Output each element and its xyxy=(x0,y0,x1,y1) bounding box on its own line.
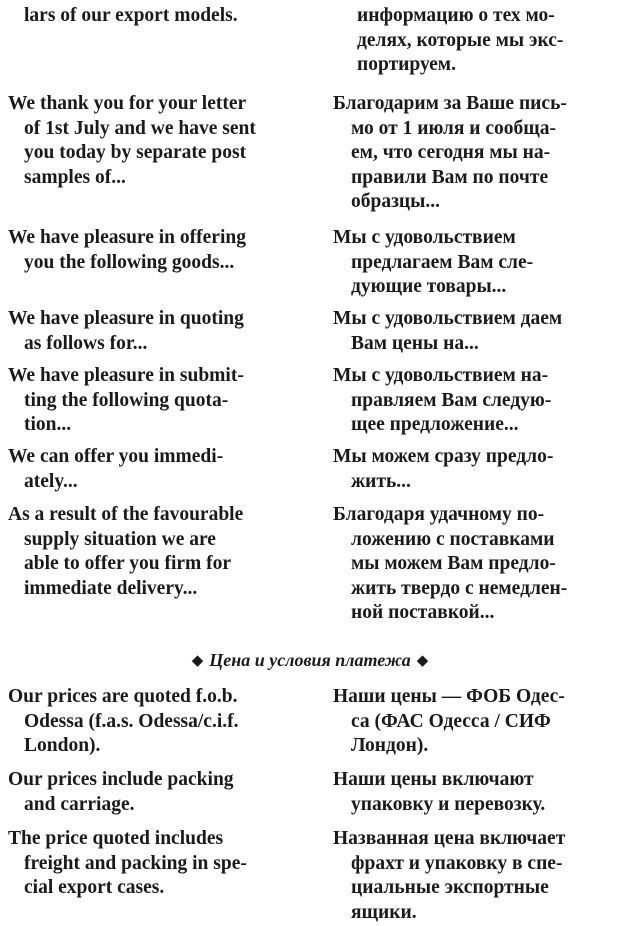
phrase-line: Our prices include packing xyxy=(8,769,234,790)
phrase-line: ящики. xyxy=(351,901,417,923)
english-phrase xyxy=(8,364,244,438)
phrase-line: образцы... xyxy=(351,191,441,212)
phrase-line: ately... xyxy=(24,470,78,492)
phrase-line: Мы с удовольствием даем xyxy=(333,308,563,329)
russian-translation xyxy=(333,768,545,817)
phrase-line: щее предложение... xyxy=(351,414,519,435)
section-heading xyxy=(0,648,620,673)
phrase-line: of 1st July and we have sent xyxy=(24,117,256,139)
phrase-line: We can offer you immedi- xyxy=(8,446,224,467)
english-phrase xyxy=(8,827,247,901)
phrase-line: We have pleasure in offering xyxy=(8,227,246,248)
phrase-line: жить твердо с немедлен- xyxy=(351,577,568,599)
english-phrase xyxy=(8,445,223,494)
phrase-line: дующие товары... xyxy=(351,276,507,297)
phrase-line: циальные экспортные xyxy=(351,877,549,898)
russian-translation xyxy=(333,503,567,626)
phrase-line: and carriage. xyxy=(24,793,135,815)
phrase-line: The price quoted includes xyxy=(8,828,224,849)
phrase-line: информацию о тех мо- xyxy=(357,5,555,26)
phrase-line: lars of our export models. xyxy=(24,5,238,26)
phrase-line: мо от 1 июля и сообща- xyxy=(351,117,556,139)
phrase-line: Наши цены включают xyxy=(333,769,534,790)
english-phrase xyxy=(8,768,234,817)
phrase-line: freight and packing in spe- xyxy=(24,852,247,874)
phrase-line: Вам цены на... xyxy=(351,332,479,354)
phrase-line: Названная цена включает xyxy=(333,828,566,849)
phrase-line: ting the following quota- xyxy=(24,389,229,411)
phrase-line: We thank you for your letter xyxy=(8,93,247,114)
russian-translation xyxy=(333,445,553,494)
phrase-line: supply situation we are xyxy=(24,528,216,550)
phrase-line: правляем Вам следую- xyxy=(351,389,552,411)
phrase-line: as follows for... xyxy=(24,332,148,354)
phrase-line: samples of... xyxy=(24,166,126,188)
russian-translation xyxy=(333,226,533,300)
phrase-line: делях, которые мы экс- xyxy=(357,29,564,51)
phrase-line: ем, что сегодня мы на- xyxy=(351,142,551,163)
phrase-line: портируем. xyxy=(357,54,456,75)
phrase-line: ной поставкой... xyxy=(351,602,495,623)
phrase-line: We have pleasure in quoting xyxy=(8,308,244,329)
phrase-line: правили Вам по почте xyxy=(351,166,549,188)
phrase-line: жить... xyxy=(351,470,411,492)
phrase-line: са (ФАС Одесса / СИФ xyxy=(351,710,551,732)
phrase-line: Мы можем сразу предло- xyxy=(333,446,554,467)
phrase-line: you the following goods... xyxy=(24,251,235,273)
phrase-line: ложению с поставками xyxy=(351,528,555,550)
russian-translation xyxy=(333,92,567,215)
phrase-line: Мы с удовольствием xyxy=(333,227,516,248)
russian-translation xyxy=(333,307,562,356)
phrase-line: As a result of the favourable xyxy=(8,504,244,525)
english-phrase xyxy=(24,4,238,29)
phrase-line: Благодарим за Ваше пись- xyxy=(333,93,567,114)
phrase-line: London). xyxy=(24,735,101,756)
phrase-line: предлагаем Вам сле- xyxy=(351,251,534,273)
phrase-line: Наши цены — ФОБ Одес- xyxy=(333,686,565,707)
phrase-line: Odessa (f.a.s. Odessa/c.i.f. xyxy=(24,710,239,732)
english-phrase xyxy=(8,92,256,190)
phrase-line: tion... xyxy=(24,414,72,435)
english-phrase xyxy=(8,307,244,356)
phrase-line: Мы с удовольствием на- xyxy=(333,365,549,386)
russian-translation xyxy=(357,4,563,78)
phrase-line: you today by separate post xyxy=(24,142,247,163)
phrase-line: Лондон). xyxy=(351,735,429,756)
phrase-line: мы можем Вам предло- xyxy=(351,553,556,574)
phrase-line: Благодаря удачному по- xyxy=(333,504,545,525)
english-phrase xyxy=(8,685,239,759)
phrase-line: immediate delivery... xyxy=(24,577,198,599)
russian-translation xyxy=(333,685,565,759)
phrase-line: We have pleasure in submit- xyxy=(8,365,244,386)
section-title: Цена и условия платежа xyxy=(209,650,411,670)
phrase-line: упаковку и перевозку. xyxy=(351,793,546,815)
english-phrase xyxy=(8,503,243,601)
diamond-icon: ◆ xyxy=(191,653,204,669)
russian-translation xyxy=(333,827,565,925)
russian-translation xyxy=(333,364,551,438)
phrase-line: Our prices are quoted f.o.b. xyxy=(8,686,238,707)
english-phrase xyxy=(8,226,246,275)
phrase-line: cial export cases. xyxy=(24,877,165,898)
phrase-line: able to offer you firm for xyxy=(24,553,232,574)
diamond-icon: ◆ xyxy=(416,653,429,669)
phrase-line: фрахт и упаковку в спе- xyxy=(351,852,563,874)
